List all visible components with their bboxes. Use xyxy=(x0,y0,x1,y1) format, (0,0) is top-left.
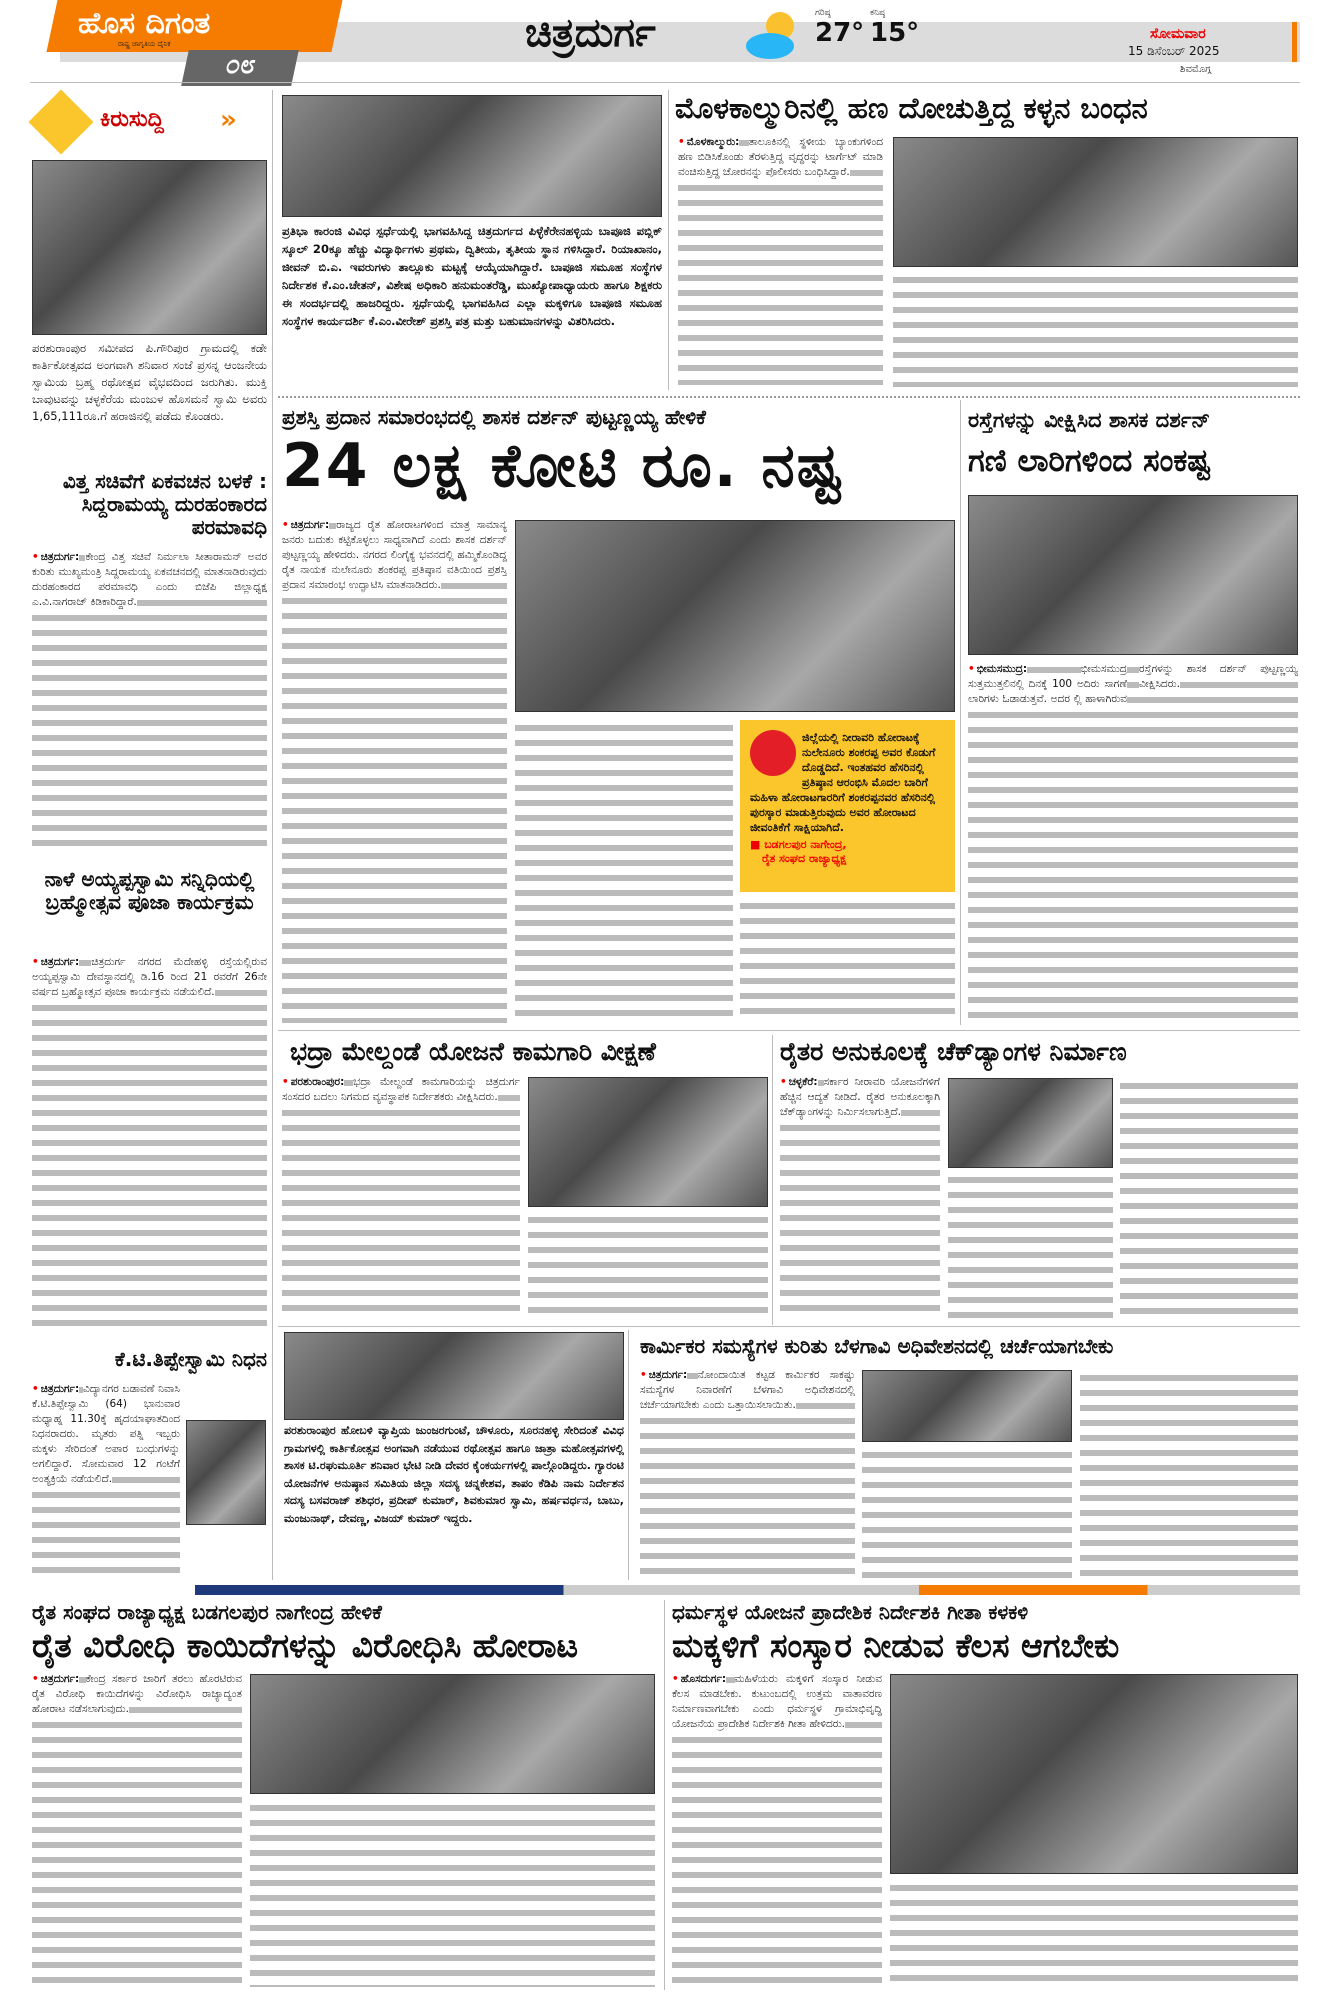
section-title: ಕಿರುಸುದ್ದಿ xyxy=(100,107,164,132)
photo-caption: ಪ್ರತಿಭಾ ಕಾರಂಜಿ ವಿವಿಧ ಸ್ಪರ್ಧೆಯಲ್ಲಿ ಭಾಗವಹಿಸಿದ್ದ ಚಿತ್ರದುರ್ಗದ ಪಿಳ್ಳೆಕೆರೇನಹಳ್ಳಿಯ ಬಾಪೂಜಿ ಪಬ್ಲಿಕ್ ಸ್ಕೂಲ್ 20ಕ್ಕೂ ಹೆಚ್ಚು ವಿದ್ಯಾರ್ಥಿಗಳು ಪ್ರಥಮ, ದ್ವಿತೀಯ, ತೃತೀಯ ಸ್ಥಾನ ಗಳಿಸಿದ್ದಾರೆ. ರಿಯಾಖಾನಂ, ಜೀವನ್ ಬಿ.ಎ. ಇವರುಗಳು ತಾಲ್ಲೂಕು ಮಟ್ಟಕ್ಕೆ ಆಯ್ಕೆಯಾಗಿದ್ದಾರೆ. ಬಾಪೂಜಿ ಸಮೂಹ ಸಂಸ್ಥೆಗಳ ನಿರ್ದೇಶಕ ಕೆ.ಎಂ.ಚೇತನ್, ವಿಶೇಷ ಅಧಿಕಾರಿ ಹನುಮಂತರೆಡ್ಡಿ, ಮುಖ್ಯೋಪಾಧ್ಯಾಯರು ಹಾಗೂ ಶಿಕ್ಷಕರು ಈ ಸಂದರ್ಭದಲ್ಲಿ ಹಾಜರಿದ್ದರು. ಸ್ಪರ್ಧೆಯಲ್ಲಿ ಭಾಗವಹಿಸಿದ ಎಲ್ಲಾ ಮಕ್ಕಳಿಗೂ ಬಾಪೂಜಿ ಸಮೂಹ ಸಂಸ್ಥೆಗಳ ಕಾರ್ಯದರ್ಶಿ ಕೆ.ಎಂ.ವೀರೇಶ್ ಪ್ರಶಸ್ತಿ ಪತ್ರ ಮತ್ತು ಬಹುಮಾನಗಳನ್ನು ವಿತರಿಸಿದರು. xyxy=(282,224,662,328)
kiru-suddi-banner xyxy=(30,95,250,150)
quote-mark-icon xyxy=(750,730,796,776)
pointing-hand-icon xyxy=(28,89,93,154)
newspaper-tagline: ರಾಷ್ಟ್ರ ಜಾಗೃತಿಯ ದೈನಿಕ xyxy=(118,40,171,48)
article-body-continued xyxy=(740,898,955,1023)
article-body xyxy=(640,1368,855,1578)
column-rule xyxy=(272,90,273,1580)
police-arrest-photo xyxy=(893,137,1298,267)
article-body xyxy=(282,518,507,1023)
article-text: ತಾಲೂಕಿನಲ್ಲಿ ಸ್ಥಳೀಯ ಬ್ಯಾಂಕುಗಳಿಂದ ಹಣ ಬಿಡಿಸಿಕೊಂಡು ತೆರಳುತ್ತಿದ್ದ ವೃದ್ಧರನ್ನು ಟಾರ್ಗೆಟ್ ಮಾಡಿ ವಂಚಿಸುತ್ತಿದ್ದ ಚೋರನನ್ನು ಪೊಲೀಸರು ಬಂಧಿಸಿದ್ದಾರೆ. xyxy=(678,136,883,178)
column-rule xyxy=(664,1600,665,1990)
dateline: • ಮೊಳಕಾಲ್ಮುರು: xyxy=(678,136,739,148)
article-body-continued xyxy=(862,1447,1072,1578)
article-text: ಕೇಂದ್ರ ಸರ್ಕಾರ ಜಾರಿಗೆ ತರಲು ಹೊರಟಿರುವ ರೈತ ವಿರೋಧಿ ಕಾಯಿದೆಗಳನ್ನು ವಿರೋಧಿಸಿ ರಾಜ್ಯಾದ್ಯಂತ ಹೋರಾಟ ನಡೆಸಲಾಗುವುದು. xyxy=(32,1673,242,1715)
headline: ಕಾರ್ಮಿಕರ ಸಮಸ್ಯೆಗಳ ಕುರಿತು ಬೆಳಗಾವಿ ಅಧಿವೇಶನದಲ್ಲಿ ಚರ್ಚೆಯಾಗಬೇಕು xyxy=(640,1334,1114,1358)
women-program-photo xyxy=(890,1674,1298,1874)
article-body-continued xyxy=(1120,1078,1298,1320)
quote-text: ಜಿಲ್ಲೆಯಲ್ಲಿ ನೀರಾವರಿ ಹೋರಾಟಕ್ಕೆ ನುಲೇನೂರು ಶಂಕರಪ್ಪ ಅವರ ಕೊಡುಗೆ ದೊಡ್ಡದಿದೆ. ಇಂತಹವರ ಹೆಸರಿನಲ್ಲಿ ಪ್ರತಿಷ್ಠಾನ ಆರಂಭಿಸಿ ಮೊದಲ ಬಾರಿಗೆ ಮಹಿಳಾ ಹೋರಾಟಗಾರರಿಗೆ ಶಂಕರಪ್ಪನವರ ಹೆಸರಿನಲ್ಲಿ ಪುರಸ್ಕಾರ ಮಾಡುತ್ತಿರುವುದು ಅವರ ಹೋರಾಟದ ಜೀವಂತಿಕೆಗೆ ಸಾಕ್ಷಿಯಾಗಿದೆ. xyxy=(750,731,936,834)
workers-meeting-photo xyxy=(862,1370,1072,1442)
min-temp-value: 15° xyxy=(870,18,920,48)
headline: ಗಣಿ ಲಾರಿಗಳಿಂದ ಸಂಕಷ್ಟ xyxy=(968,443,1211,479)
article-text: ರಾಜ್ಯದ ರೈತ ಹೋರಾಟಗಳಿಂದ ಮಾತ್ರ ಸಾಮಾನ್ಯ ಜನರು ಬದುಕು ಕಟ್ಟಿಕೊಳ್ಳಲು ಸಾಧ್ಯವಾಗಿದೆ ಎಂದು ಶಾಸಕ ದರ್ಶನ್ ಪುಟ್ಟಣ್ಣಯ್ಯ ಹೇಳಿದರು. ನಗರದ ಲಿಂಗೈಕ್ಯ ಭವನದಲ್ಲಿ ಹಮ್ಮಿಕೊಂಡಿದ್ದ ರೈತ ನಾಯಕ ನುಲೇನೂರು ಶಂಕರಪ್ಪ ಪ್ರತಿಷ್ಠಾನ ವತಿಯಿಂದ ಪ್ರಶಸ್ತಿ ಪ್ರದಾನ ಸಮಾರಂಭ ಉದ್ಘಾಟಿಸಿ ಮಾತನಾಡಿದರು. xyxy=(282,519,507,591)
edition-city: ಚಿತ್ರದುರ್ಗ xyxy=(525,10,656,56)
article-body-continued xyxy=(893,272,1298,387)
rath-festival-photo xyxy=(32,160,267,335)
mining-lorry-roads-photo xyxy=(968,495,1298,655)
article-text: ಸರ್ಕಾರ ನೀರಾವರಿ ಯೋಜನೆಗಳಿಗೆ ಹೆಚ್ಚಿನ ಆದ್ಯತೆ ನೀಡಿದೆ. ರೈತರ ಅನುಕೂಲಕ್ಕಾಗಿ ಚೆಕ್‌ಡ್ಯಾಂಗಳನ್ನು ನಿರ್ಮಿಸಲಾಗುತ್ತಿದೆ. xyxy=(780,1076,940,1118)
column-rule xyxy=(628,1330,629,1580)
article-body xyxy=(32,955,267,1335)
column-rule xyxy=(668,90,669,390)
main-headline: 24 ಲಕ್ಷ ಕೋಟಿ ರೂ. ನಷ್ಟ xyxy=(282,431,844,501)
masthead-accent xyxy=(1292,22,1297,62)
article-body xyxy=(672,1672,882,1987)
article-body-continued xyxy=(250,1800,655,1987)
article-text: ಕೇಂದ್ರ ವಿತ್ತ ಸಚಿವೆ ನಿರ್ಮಲಾ ಸೀತಾರಾಮನ್ ಅವರ ಕುರಿತು ಮುಖ್ಯಮಂತ್ರಿ ಸಿದ್ದರಾಮಯ್ಯ ಏಕವಚನದಲ್ಲಿ ಮಾತನಾಡಿರುವುದು ದುರಹಂಕಾರದ ಪರಮಾವಧಿ ಎಂದು ಬಿಜೆಪಿ ಜಿಲ್ಲಾಧ್ಯಕ್ಷ ಎ.ವಿ.ನಾಗರಾಜ್ ಕಿಡಿಕಾರಿದ್ದಾರೆ. xyxy=(32,551,267,608)
checkdam-photo xyxy=(948,1078,1113,1168)
award-ceremony-photo xyxy=(515,520,955,712)
divider xyxy=(278,1030,1300,1031)
article-body xyxy=(780,1075,940,1320)
chevrons-icon: » xyxy=(220,105,237,135)
dateline: • ಚಿತ್ರದುರ್ಗ: xyxy=(282,519,329,531)
main-kicker: ಪ್ರಶಸ್ತಿ ಪ್ರದಾನ ಸಮಾರಂಭದಲ್ಲಿ ಶಾಸಕ ದರ್ಶನ್ ಪುಟ್ಟಣ್ಣಯ್ಯ ಹೇಳಿಕೆ xyxy=(282,405,706,429)
rath-visit-photo xyxy=(284,1332,624,1420)
dateline: • ಚಿತ್ರದುರ್ಗ: xyxy=(640,1369,687,1381)
article-body xyxy=(678,135,883,385)
dateline: • ಚಿತ್ರದುರ್ಗ: xyxy=(32,956,79,968)
date: 15 ಡಿಸೆಂಬರ್ 2025 xyxy=(1128,44,1220,58)
article-text: ಚಿತ್ರದುರ್ಗ ನಗರದ ಮೆದೇಹಳ್ಳಿ ರಸ್ತೆಯಲ್ಲಿರುವ ಅಯ್ಯಪ್ಪಸ್ವಾಮಿ ದೇವಸ್ಥಾನದಲ್ಲಿ ಡಿ.16 ರಿಂದ 21 ರವರೆಗೆ 26ನೇ ವರ್ಷದ ಬ್ರಹ್ಮೋತ್ಸವ ಪೂಜಾ ಕಾರ್ಯಕ್ರಮ ನಡೆಯಲಿದೆ. xyxy=(32,956,267,998)
quote-author-name: ಬಡಗಲಪುರ ನಾಗೇಂದ್ರ, xyxy=(764,838,847,851)
school-group-photo xyxy=(282,95,662,217)
dateline: • ಚಿತ್ರದುರ್ಗ: xyxy=(32,1383,79,1395)
article-body xyxy=(968,662,1298,1024)
newspaper-logo: ಹೊಸ ದಿಗಂತ xyxy=(78,6,211,41)
min-temp-label: ಕನಿಷ್ಠ xyxy=(870,8,886,18)
dateline: • ಪರಶುರಾಂಪುರ: xyxy=(282,1076,344,1088)
max-temp xyxy=(815,8,864,48)
edition-name: ಶಿವಮೊಗ್ಗ xyxy=(1180,64,1212,75)
dateline: • ಚಳ್ಳಕೆರೆ: xyxy=(780,1076,818,1088)
article-body xyxy=(32,1382,180,1582)
article-body-continued xyxy=(1080,1370,1298,1578)
quote-author: ■ ಬಡಗಲಪುರ ನಾಗೇಂದ್ರ, xyxy=(750,838,847,851)
divider xyxy=(278,1326,1300,1327)
headline: ರೈತ ವಿರೋಧಿ ಕಾಯಿದೆಗಳನ್ನು ವಿರೋಧಿಸಿ ಹೋರಾಟ xyxy=(32,1626,579,1665)
article-body-continued xyxy=(948,1172,1113,1320)
column-rule xyxy=(772,1035,773,1325)
article-text: ಭದ್ರಾ ಮೇಲ್ದಂಡೆ ಕಾಮಗಾರಿಯನ್ನು ಚಿತ್ರದುರ್ಗ ಸಂಸದರ ಬದಲು ನಿಗಮದ ವ್ಯವಸ್ಥಾಪಕ ನಿರ್ದೇಶಕರು ವೀಕ್ಷಿಸಿದರು. xyxy=(282,1076,520,1103)
headline: ನಾಳೆ ಅಯ್ಯಪ್ಪಸ್ವಾಮಿ ಸನ್ನಿಧಿಯಲ್ಲಿ ಬ್ರಹ್ಮೋತ್ಸವ ಪೂಜಾ ಕಾರ್ಯಕ್ರಮ xyxy=(44,867,255,914)
dateline: • ಹೊಸದುರ್ಗ: xyxy=(672,1673,726,1685)
photo-caption: ಪರಶುರಾಂಪುರ ಹೋಬಳಿ ವ್ಯಾಪ್ತಿಯ ಜುಂಜರಗುಂಟೆ, ಚೌಳೂರು, ಸೂರನಹಳ್ಳಿ ಸೇರಿದಂತೆ ವಿವಿಧ ಗ್ರಾಮಗಳಲ್ಲಿ ಕಾರ್ತಿಕೋತ್ಸವ ಅಂಗವಾಗಿ ನಡೆಯುವ ರಥೋತ್ಸವ ಹಾಗೂ ಜಾತ್ರಾ ಮಹೋತ್ಸವಗಳಲ್ಲಿ ಶಾಸಕ ಟಿ.ರಘುಮೂರ್ತಿ ಶನಿವಾರ ಭೇಟಿ ನೀಡಿ ದೇವರ ಕೈಂಕರ್ಯಗಳಲ್ಲಿ ಪಾಲ್ಗೊಂಡಿದ್ದರು. ಗ್ಯಾರಂಟಿ ಯೋಜನೆಗಳ ಅನುಷ್ಠಾನ ಸಮಿತಿಯ ಜಿಲ್ಲಾ ಸದಸ್ಯ ಚನ್ನಕೇಶವ, ತಾಪಂ ಕೆಡಿಪಿ ನಾಮ ನಿರ್ದೇಶನ ಸದಸ್ಯ ಬಸವರಾಜ್ ಶಶಿಧರ, ಪ್ರದೀಪ್ ಕುಮಾರ್, ಶಿವಕುಮಾರ ಸ್ವಾಮಿ, ಹರ್ಷವರ್ಧನ, ಬಾಬು, ಮಂಜುನಾಥ್, ದೇವಣ್ಣ, ವಿಜಯ್ ಕುಮಾರ್ ಇದ್ದರು. xyxy=(284,1424,624,1525)
headline: ವಿತ್ತ ಸಚಿವೆಗೆ ಏಕವಚನ ಬಳಕೆ : ಸಿದ್ದರಾಮಯ್ಯ ದುರಹಂಕಾರದ ಪರಮಾವಧಿ xyxy=(62,469,267,539)
min-temp xyxy=(870,8,919,48)
article-text: ನೋಂದಾಯಿತ ಕಟ್ಟಡ ಕಾರ್ಮಿಕರ ಸಾಕಷ್ಟು ಸಮಸ್ಯೆಗಳ ನಿವಾರಣೆಗೆ ಬೆಳಗಾವಿ ಅಧಿವೇಶನದಲ್ಲಿ ಚರ್ಚೆಯಾಗಬೇಕು ಎಂದು ಒತ್ತಾಯಿಸಲಾಯಿತು. xyxy=(640,1369,855,1411)
divider xyxy=(30,82,1300,83)
kiru-suddi-text: ಪರಶುರಾಂಪುರ ಸಮೀಪದ ಪಿ.ಗೌರಿಪುರ ಗ್ರಾಮದಲ್ಲಿ ಕಡೇ ಕಾರ್ತಿಕೋತ್ಸವದ ಅಂಗವಾಗಿ ಶನಿವಾರ ಸಂಜೆ ಪ್ರಸನ್ನ ಆಂಜನೇಯ ಸ್ವಾಮಿಯ ಬ್ರಹ್ಮ ರಥೋತ್ಸವ ವೈಭವದಿಂದ ಜರುಗಿತು. ಮುಕ್ತಿ ಬಾವುಟವನ್ನು ಚಳ್ಳಕೆರೆಯ ಮಂಜುಳ ಹೊಸಮನೆ ಸ್ವಾಮಿ ಅವರು 1,65,111ರೂ.ಗೆ ಹರಾಜಿನಲ್ಲಿ ಪಡೆದು ಕೊಂಡರು. xyxy=(32,341,267,423)
article-body xyxy=(32,550,267,855)
article-text: ವಿದ್ಯಾನಗರ ಬಡಾವಣೆ ನಿವಾಸಿ ಕೆ.ಟಿ.ತಿಪ್ಪೇಸ್ವಾಮಿ (64) ಭಾನುವಾರ ಮಧ್ಯಾಹ್ನ 11.30ಕ್ಕೆ ಹೃದಯಾಘಾತದಿಂದ ನಿಧನರಾದರು. ಮೃತರು ಪತ್ನಿ ಇಬ್ಬರು ಮಕ್ಕಳು ಸೇರಿದಂತೆ ಅಪಾರ ಬಂಧುಗಳನ್ನು ಅಗಲಿದ್ದಾರೆ. ಸೋಮವಾರ 12 ಗಂಟೆಗೆ ಅಂತ್ಯಕ್ರಿಯೆ ನಡೆಯಲಿದೆ. xyxy=(32,1383,180,1485)
article-body-continued xyxy=(528,1212,768,1320)
divider xyxy=(278,396,1300,398)
max-temp-label: ಗರಿಷ್ಠ xyxy=(815,8,831,18)
obituary-portrait xyxy=(186,1420,266,1525)
headline: ಭದ್ರಾ ಮೇಲ್ದಂಡೆ ಯೋಜನೆ ಕಾಮಗಾರಿ ವೀಕ್ಷಣೆ xyxy=(290,1037,656,1066)
headline: ಕೆ.ಟಿ.ತಿಪ್ಪೇಸ್ವಾಮಿ ನಿಧನ xyxy=(114,1347,267,1371)
kicker: ರೈತ ಸಂಘದ ರಾಜ್ಯಾಧ್ಯಕ್ಷ ಬಡಗಲಪುರ ನಾಗೇಂದ್ರ ಹೇಳಿಕೆ xyxy=(32,1600,382,1624)
article-body-continued xyxy=(515,720,733,1023)
quote-box xyxy=(740,720,955,892)
column-rule xyxy=(960,400,961,1025)
max-temp-value: 27° xyxy=(815,18,865,48)
dateline: • ಚಿತ್ರದುರ್ಗ: xyxy=(32,551,79,563)
headline: ರೈತರ ಅನುಕೂಲಕ್ಕೆ ಚೆಕ್‌ಡ್ಯಾಂಗಳ ನಿರ್ಮಾಣ xyxy=(780,1037,1127,1066)
section-divider-bar xyxy=(30,1585,1300,1595)
article-body xyxy=(32,1672,242,1987)
kicker: ಧರ್ಮಸ್ಥಳ ಯೋಜನೆ ಪ್ರಾದೇಶಿಕ ನಿರ್ದೇಶಕಿ ಗೀತಾ ಕಳಕಳಿ xyxy=(672,1600,1029,1624)
canal-inspection-photo xyxy=(528,1077,768,1207)
dateline: • ಚಿತ್ರದುರ್ಗ: xyxy=(32,1673,79,1685)
article-body xyxy=(282,1075,520,1320)
article-text: ಭೀಮಸಮುದ್ರ ಸುತ್ತಮುತ್ತಲಿನಲ್ಲಿ ದಿನಕ್ಕೆ 100 ಅದಿರು ಸಾಗಣೆ ಲಾರಿಗಳು ಓಡಾಡುತ್ತವೆ. ಅದರ ಲ್ಲಿ ಹಾಳಾಗಿರುವ ರಸ್ತೆಗಳನ್ನು ಶಾಸಕ ದರ್ಶನ್ ಪುಟ್ಟಣ್ಣಯ್ಯ ವೀಕ್ಷಿಸಿದರು. xyxy=(968,663,1298,705)
page-number: ೦೮ xyxy=(181,50,299,86)
article-body-continued xyxy=(890,1880,1298,1987)
weather-cloud-sun-icon xyxy=(742,8,802,60)
article-text: ಮಹಿಳೆಯರು ಮಕ್ಕಳಿಗೆ ಸಂಸ್ಕಾರ ನೀಡುವ ಕೆಲಸ ಮಾಡಬೇಕು. ಕುಟುಂಬದಲ್ಲಿ ಉತ್ತಮ ವಾತಾವರಣ ನಿರ್ಮಾಣವಾಗಬೇಕು ಎಂದು ಧರ್ಮಸ್ಥಳ ಗ್ರಾಮಾಭಿವೃದ್ಧಿ ಯೋಜನೆಯ ಪ್ರಾದೇಶಿಕ ನಿರ್ದೇಶಕಿ ಗೀತಾ ಹೇಳಿದರು. xyxy=(672,1673,882,1730)
quote-author-role: ರೈತ ಸಂಘದ ರಾಜ್ಯಾಧ್ಯಕ್ಷ xyxy=(762,852,847,865)
press-meet-photo xyxy=(250,1674,655,1794)
headline: ಮೊಳಕಾಲ್ಮುರಿನಲ್ಲಿ ಹಣ ದೋಚುತ್ತಿದ್ದ ಕಳ್ಳನ ಬಂಧನ xyxy=(675,91,1148,125)
weekday: ಸೋಮವಾರ xyxy=(1150,26,1206,42)
dateline: • ಭೀಮಸಮುದ್ರ: xyxy=(968,663,1027,675)
kicker: ರಸ್ತೆಗಳನ್ನು ವೀಕ್ಷಿಸಿದ ಶಾಸಕ ದರ್ಶನ್ xyxy=(968,408,1211,432)
headline: ಮಕ್ಕಳಿಗೆ ಸಂಸ್ಕಾರ ನೀಡುವ ಕೆಲಸ ಆಗಬೇಕು xyxy=(672,1626,1120,1665)
